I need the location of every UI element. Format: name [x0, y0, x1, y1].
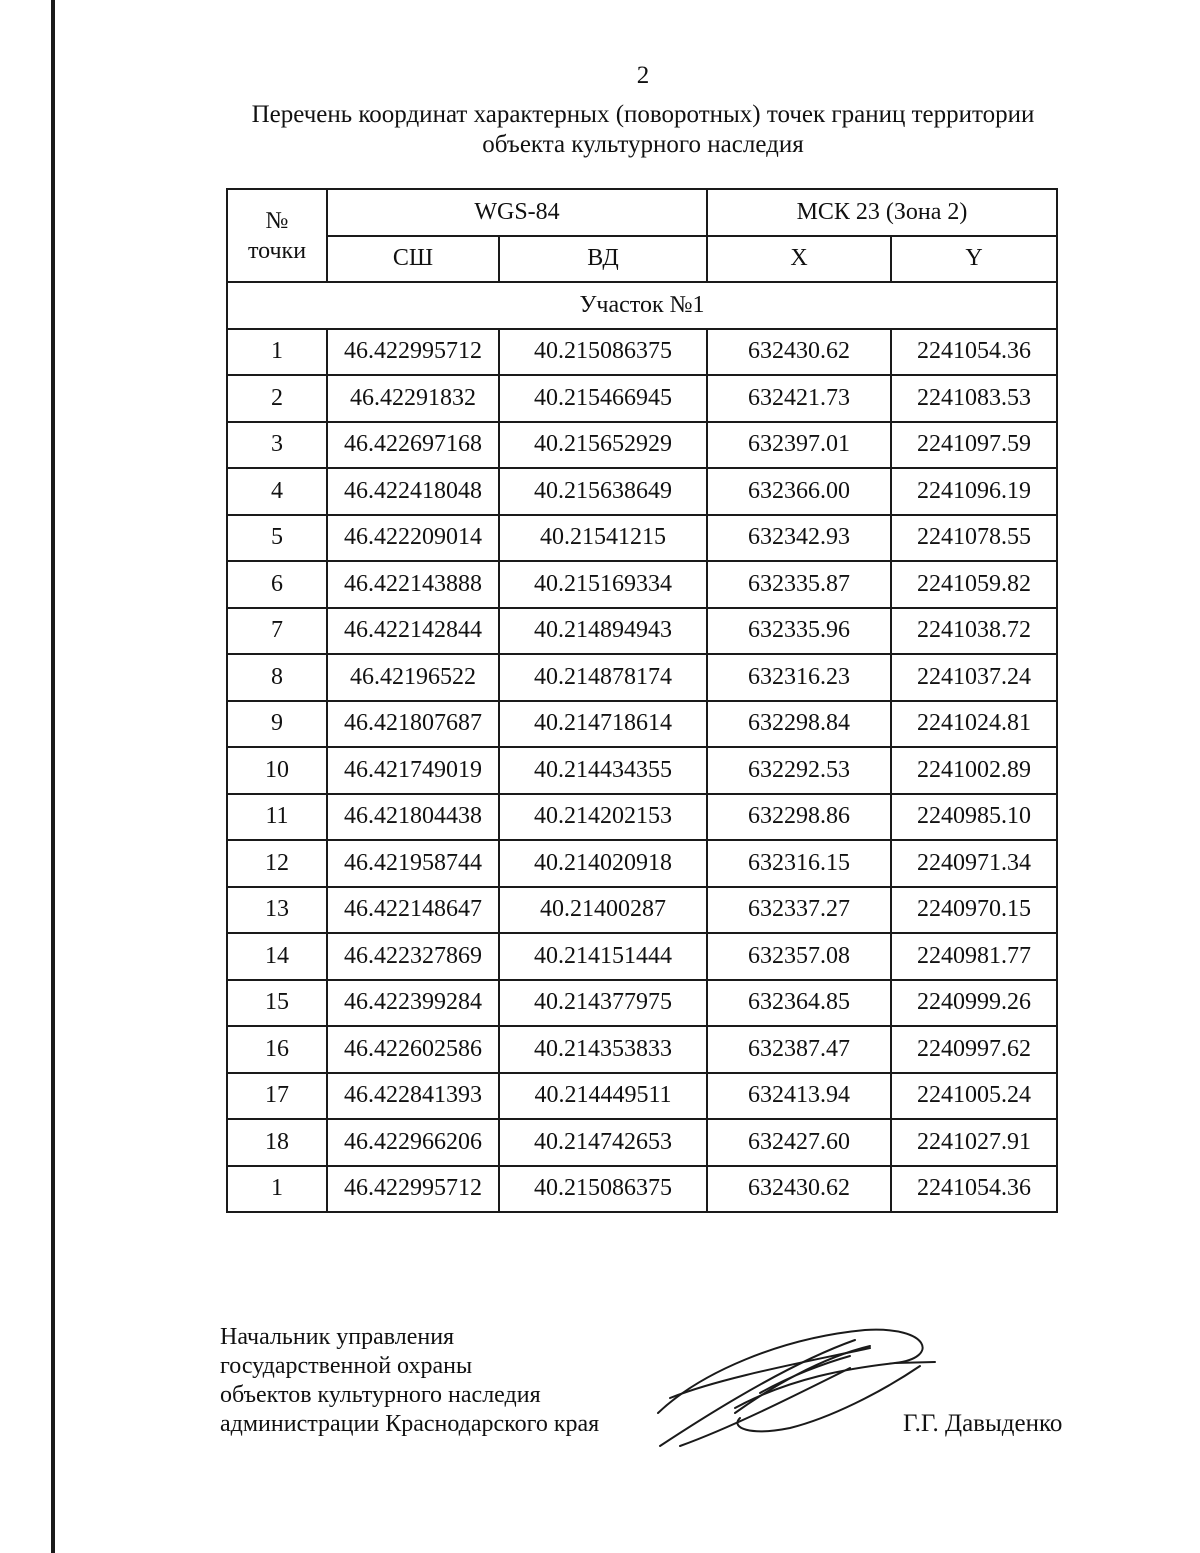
point-number-cell: 8	[227, 654, 327, 701]
coordinates-table-header	[227, 189, 1057, 282]
table-row	[227, 747, 1057, 794]
latitude-cell: 46.422697168	[327, 422, 499, 469]
longitude-cell: 40.215169334	[499, 561, 707, 608]
coordinates-table	[226, 188, 1058, 1213]
header-point-number-symbol: №	[265, 207, 289, 234]
signer-name: Г.Г. Давыденко	[903, 1410, 1063, 1437]
table-row	[227, 1166, 1057, 1213]
y-cell: 2241078.55	[891, 515, 1057, 562]
y-cell: 2241024.81	[891, 701, 1057, 748]
point-number-cell: 10	[227, 747, 327, 794]
longitude-cell: 40.21541215	[499, 515, 707, 562]
point-number-cell: 5	[227, 515, 327, 562]
x-cell: 632364.85	[707, 980, 891, 1027]
longitude-cell: 40.214020918	[499, 840, 707, 887]
y-cell: 2240971.34	[891, 840, 1057, 887]
point-number-cell: 17	[227, 1073, 327, 1120]
header-msk23-group: МСК 23 (Зона 2)	[707, 189, 1057, 236]
latitude-cell: 46.421804438	[327, 794, 499, 841]
section-row	[227, 282, 1057, 329]
header-x: X	[707, 236, 891, 283]
x-cell: 632292.53	[707, 747, 891, 794]
point-number-cell: 4	[227, 468, 327, 515]
table-row	[227, 1119, 1057, 1166]
point-number-cell: 11	[227, 794, 327, 841]
table-row	[227, 933, 1057, 980]
point-number-cell: 6	[227, 561, 327, 608]
longitude-cell: 40.21400287	[499, 887, 707, 934]
latitude-cell: 46.422602586	[327, 1026, 499, 1073]
table-row	[227, 422, 1057, 469]
table-row	[227, 1073, 1057, 1120]
x-cell: 632316.15	[707, 840, 891, 887]
longitude-cell: 40.214878174	[499, 654, 707, 701]
x-cell: 632298.84	[707, 701, 891, 748]
point-number-cell: 2	[227, 375, 327, 422]
x-cell: 632430.62	[707, 1166, 891, 1213]
longitude-cell: 40.214353833	[499, 1026, 707, 1073]
x-cell: 632335.96	[707, 608, 891, 655]
y-cell: 2241038.72	[891, 608, 1057, 655]
longitude-cell: 40.214434355	[499, 747, 707, 794]
x-cell: 632387.47	[707, 1026, 891, 1073]
signatory-position	[220, 1323, 599, 1439]
latitude-cell: 46.421958744	[327, 840, 499, 887]
header-y: Y	[891, 236, 1057, 283]
x-cell: 632366.00	[707, 468, 891, 515]
latitude-cell: 46.42291832	[327, 375, 499, 422]
y-cell: 2241005.24	[891, 1073, 1057, 1120]
point-number-cell: 14	[227, 933, 327, 980]
longitude-cell: 40.215638649	[499, 468, 707, 515]
y-cell: 2241027.91	[891, 1119, 1057, 1166]
x-cell: 632298.86	[707, 794, 891, 841]
latitude-cell: 46.421749019	[327, 747, 499, 794]
x-cell: 632413.94	[707, 1073, 891, 1120]
longitude-cell: 40.214718614	[499, 701, 707, 748]
page-binding-line	[51, 0, 55, 1553]
header-longitude: ВД	[499, 236, 707, 283]
page-number: 2	[636, 62, 650, 89]
table-row	[227, 1026, 1057, 1073]
longitude-cell: 40.215086375	[499, 329, 707, 376]
longitude-cell: 40.214377975	[499, 980, 707, 1027]
y-cell: 2240985.10	[891, 794, 1057, 841]
y-cell: 2240970.15	[891, 887, 1057, 934]
latitude-cell: 46.422142844	[327, 608, 499, 655]
longitude-cell: 40.214151444	[499, 933, 707, 980]
longitude-cell: 40.215086375	[499, 1166, 707, 1213]
x-cell: 632357.08	[707, 933, 891, 980]
signatory-position-line: Начальник управления	[220, 1324, 455, 1350]
x-cell: 632342.93	[707, 515, 891, 562]
point-number-cell: 1	[227, 329, 327, 376]
x-cell: 632421.73	[707, 375, 891, 422]
y-cell: 2240999.26	[891, 980, 1057, 1027]
x-cell: 632430.62	[707, 329, 891, 376]
latitude-cell: 46.422995712	[327, 1166, 499, 1213]
point-number-cell: 12	[227, 840, 327, 887]
y-cell: 2240981.77	[891, 933, 1057, 980]
signatory-position-line: объектов культурного наследия	[220, 1382, 541, 1408]
header-latitude: СШ	[327, 236, 499, 283]
latitude-cell: 46.422143888	[327, 561, 499, 608]
point-number-cell: 7	[227, 608, 327, 655]
latitude-cell: 46.422209014	[327, 515, 499, 562]
document-title-line-1: Перечень координат характерных (поворотных) точек границ территории	[251, 101, 1035, 128]
table-row	[227, 608, 1057, 655]
table-row	[227, 468, 1057, 515]
section-label: Участок №1	[227, 282, 1057, 329]
longitude-cell: 40.214449511	[499, 1073, 707, 1120]
latitude-cell: 46.421807687	[327, 701, 499, 748]
table-row	[227, 980, 1057, 1027]
table-row	[227, 375, 1057, 422]
y-cell: 2241002.89	[891, 747, 1057, 794]
point-number-cell: 3	[227, 422, 327, 469]
x-cell: 632337.27	[707, 887, 891, 934]
y-cell: 2241097.59	[891, 422, 1057, 469]
coordinates-table-body	[227, 282, 1057, 1212]
y-cell: 2241054.36	[891, 1166, 1057, 1213]
longitude-cell: 40.214202153	[499, 794, 707, 841]
longitude-cell: 40.214742653	[499, 1119, 707, 1166]
point-number-cell: 1	[227, 1166, 327, 1213]
table-row	[227, 329, 1057, 376]
y-cell: 2240997.62	[891, 1026, 1057, 1073]
document-title-line-2: объекта культурного наследия	[482, 131, 804, 158]
latitude-cell: 46.422327869	[327, 933, 499, 980]
header-point-number	[227, 189, 327, 282]
latitude-cell: 46.422966206	[327, 1119, 499, 1166]
table-row	[227, 654, 1057, 701]
point-number-cell: 15	[227, 980, 327, 1027]
point-number-cell: 16	[227, 1026, 327, 1073]
point-number-cell: 9	[227, 701, 327, 748]
longitude-cell: 40.215652929	[499, 422, 707, 469]
handwritten-signature	[640, 1318, 940, 1453]
point-number-cell: 13	[227, 887, 327, 934]
table-row	[227, 701, 1057, 748]
table-row	[227, 840, 1057, 887]
y-cell: 2241083.53	[891, 375, 1057, 422]
header-point-number-word: точки	[247, 237, 307, 264]
point-number-cell: 18	[227, 1119, 327, 1166]
x-cell: 632397.01	[707, 422, 891, 469]
x-cell: 632316.23	[707, 654, 891, 701]
y-cell: 2241059.82	[891, 561, 1057, 608]
latitude-cell: 46.422399284	[327, 980, 499, 1027]
document-title	[200, 100, 1086, 160]
latitude-cell: 46.42196522	[327, 654, 499, 701]
x-cell: 632427.60	[707, 1119, 891, 1166]
y-cell: 2241054.36	[891, 329, 1057, 376]
longitude-cell: 40.215466945	[499, 375, 707, 422]
latitude-cell: 46.422148647	[327, 887, 499, 934]
table-row	[227, 515, 1057, 562]
table-row	[227, 561, 1057, 608]
latitude-cell: 46.422841393	[327, 1073, 499, 1120]
y-cell: 2241037.24	[891, 654, 1057, 701]
y-cell: 2241096.19	[891, 468, 1057, 515]
table-row	[227, 887, 1057, 934]
x-cell: 632335.87	[707, 561, 891, 608]
table-row	[227, 794, 1057, 841]
latitude-cell: 46.422995712	[327, 329, 499, 376]
longitude-cell: 40.214894943	[499, 608, 707, 655]
signatory-position-line: администрации Краснодарского края	[220, 1411, 600, 1437]
latitude-cell: 46.422418048	[327, 468, 499, 515]
signatory-position-line: государственной охраны	[220, 1353, 473, 1379]
header-wgs84-group: WGS-84	[327, 189, 707, 236]
